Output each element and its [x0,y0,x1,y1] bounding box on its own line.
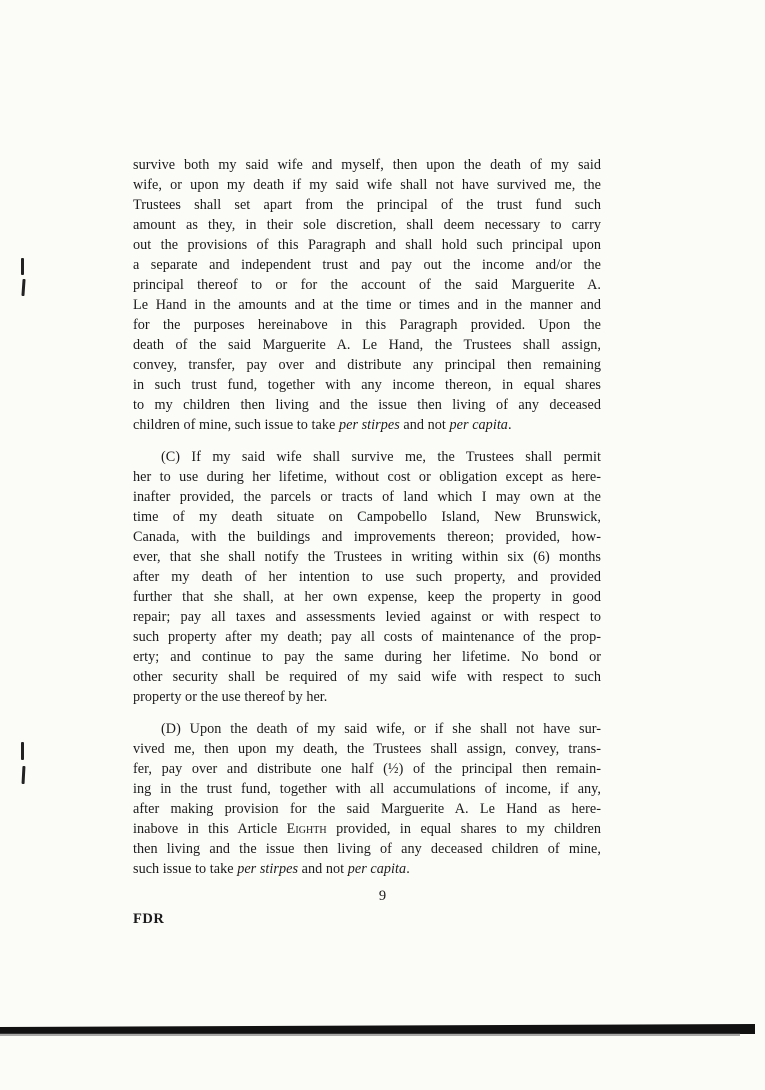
paragraph-continuation [133,155,601,435]
paragraph-line: in such trust fund, together with any income thereon, in equal shares [133,377,601,393]
body-text [133,155,601,879]
line-text: children of mine, such issue to take [133,417,339,433]
margin-mark-2b [22,766,26,784]
paragraph-line: ever, that she shall notify the Trustees in writing within six (6) months [133,549,601,565]
margin-mark-1b [21,279,25,296]
margin-mark-1a [21,258,24,275]
paragraph-line: repair; pay all taxes and assessments levied against or with respect to [133,609,601,625]
paragraph-line: (D) Upon the death of my said wife, or if she shall not have sur- [161,721,601,737]
paragraph-line [133,415,601,435]
paragraph-line: then living and the issue then living of any deceased children of mine, [133,841,601,857]
paragraph-line: out the provisions of this Paragraph and shall hold such principal upon [133,237,601,253]
line-text: . [406,861,410,877]
paragraph-line: convey, transfer, pay over and distribute any principal then remaining [133,357,601,373]
line-text: such issue to take [133,861,238,877]
page-number: 9 [378,888,387,904]
paragraph-line: her to use during her lifetime, without cost or obligation except as here- [133,469,601,485]
smallcaps-text: Eighth [286,821,327,837]
paragraph-line: such property after my death; pay all costs of maintenance of the prop- [133,629,601,645]
line-text: and not [298,861,348,877]
italic-text: per capita [347,861,407,877]
paragraph-d [133,719,601,879]
margin-mark-2a [21,742,24,760]
paragraph-line: after making provision for the said Marguerite A. Le Hand as here- [133,801,601,817]
paragraph-line: time of my death situate on Campobello Island, New Brunswick, [133,509,601,525]
paragraph-line: erty; and continue to pay the same during her lifetime. No bond or [133,649,601,665]
paragraph-line: property or the use thereof by her. [133,689,328,705]
paragraph-line: a separate and independent trust and pay out the income and/or the [133,257,601,273]
line-text: provided, in equal shares to my children [326,821,601,837]
bottom-edge-shadow [0,1033,740,1036]
line-text: inabove in this Article [133,821,287,837]
paragraph-line: principal thereof to or for the account of the said Marguerite A. [133,277,601,293]
paragraph-c [133,447,601,707]
paragraph-line: after my death of her intention to use such property, and provided [133,569,601,585]
paragraph-line: vived me, then upon my death, the Trustees shall assign, convey, trans- [133,741,601,757]
italic-text: per stirpes [338,417,400,433]
paragraph-line: further that she shall, at her own expense, keep the property in good [133,589,601,605]
paragraph-line: inafter provided, the parcels or tracts of land which I may own at the [133,489,601,505]
paragraph-line [133,819,601,839]
paragraph-line: wife, or upon my death if my said wife shall not have survived me, the [133,177,601,193]
paragraph-line: fer, pay over and distribute one half (½) of the principal then remain- [133,761,601,777]
paragraph-line [133,859,601,879]
paragraph-line: Trustees shall set apart from the principal of the trust fund such [133,197,601,213]
paragraph-line: death of the said Marguerite A. Le Hand, the Trustees shall assign, [133,337,601,353]
paragraph-line: to my children then living and the issue then living of any deceased [133,397,601,413]
paragraph-line: for the purposes hereinabove in this Paragraph provided. Upon the [133,317,601,333]
paragraph-line: amount as they, in their sole discretion, shall deem necessary to carry [133,217,601,233]
paragraph-line: survive both my said wife and myself, then upon the death of my said [133,157,601,173]
paragraph-line: ing in the trust fund, together with all accumulations of income, if any, [133,781,601,797]
line-text: and not [399,417,450,433]
paragraph-line: (C) If my said wife shall survive me, the Trustees shall permit [161,449,601,465]
paragraph-line: Canada, with the buildings and improvements thereon; provided, how- [133,529,601,545]
initials: FDR [133,911,165,927]
italic-text: per stirpes [237,861,299,877]
paragraph-line: Le Hand in the amounts and at the time or times and in the manner and [133,297,601,313]
line-text: . [507,417,512,433]
italic-text: per capita [449,417,508,433]
paragraph-line: other security shall be required of my said wife with respect to such [133,669,601,685]
